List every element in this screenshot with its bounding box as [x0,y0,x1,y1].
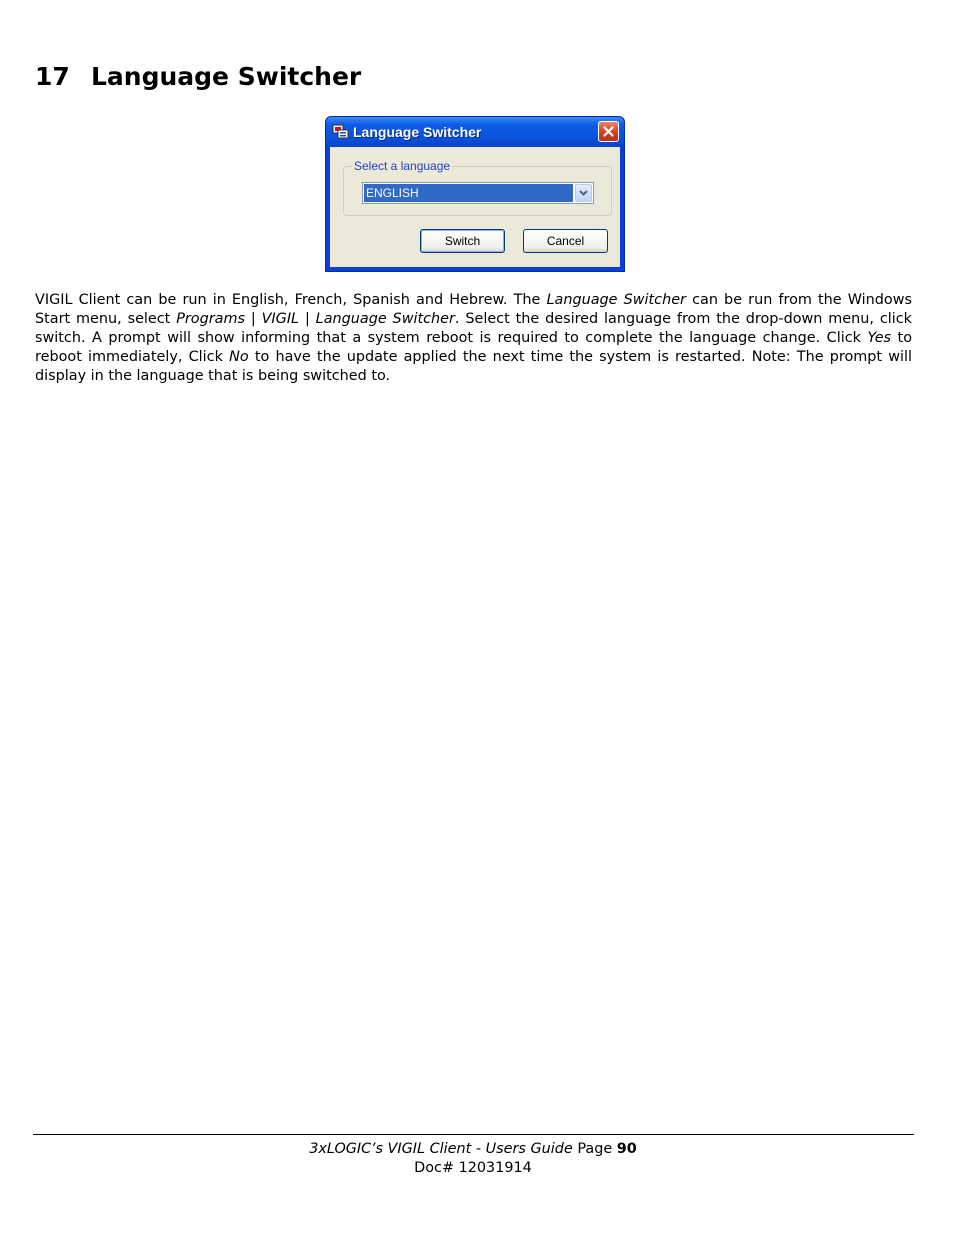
body-text: . Select the desired language from the drop-down menu, click switch. A prompt will show informing that a system reboot is required to complete the language change. Click [35,311,912,346]
body-text: | [245,311,262,327]
body-emphasis: Language Switcher [546,292,686,308]
section-number: 17 [35,62,70,91]
close-icon [603,126,614,137]
body-emphasis: No [229,349,249,365]
body-emphasis: Programs [176,311,245,327]
group-label: Select a language [354,159,451,173]
body-emphasis: VIGIL [261,311,300,327]
footer-title-line [0,1141,946,1157]
body-text: | [299,311,316,327]
body-emphasis: Yes [867,330,892,346]
close-button[interactable] [598,121,619,142]
guide-title: 3xLOGIC’s VIGIL Client - Users Guide [309,1141,573,1157]
doc-number: Doc# 12031914 [414,1160,532,1176]
footer-divider [33,1134,914,1135]
page-word: Page [577,1141,613,1157]
language-switcher-dialog [325,116,625,272]
body-text: to have the update applied the next time the system is restarted. Note: The prompt will display in the language that is being switched to. [35,349,913,384]
section-heading [35,62,361,91]
switch-button[interactable]: Switch [420,229,505,253]
cancel-button[interactable]: Cancel [523,229,608,253]
dialog-client-area [330,147,620,267]
language-dropdown[interactable] [362,182,594,204]
language-groupbox [343,159,612,216]
language-switcher-app-icon [332,123,349,140]
section-title: Language Switcher [91,62,362,91]
body-emphasis: Language Switcher [315,311,455,327]
chevron-down-icon [579,190,588,196]
page-number: 90 [616,1141,637,1157]
dialog-title: Language Switcher [353,124,482,140]
body-text: can be run from the Windows Start menu, select [35,292,912,327]
dropdown-arrow-button[interactable] [575,184,592,202]
body-text: VIGIL Client can be run in English, French, Spanish and Hebrew. The [35,292,547,308]
dialog-titlebar[interactable] [326,117,624,147]
selected-language: ENGLISH [364,184,573,202]
body-paragraph [35,291,912,386]
body-text: to reboot immediately, Click [35,330,912,365]
